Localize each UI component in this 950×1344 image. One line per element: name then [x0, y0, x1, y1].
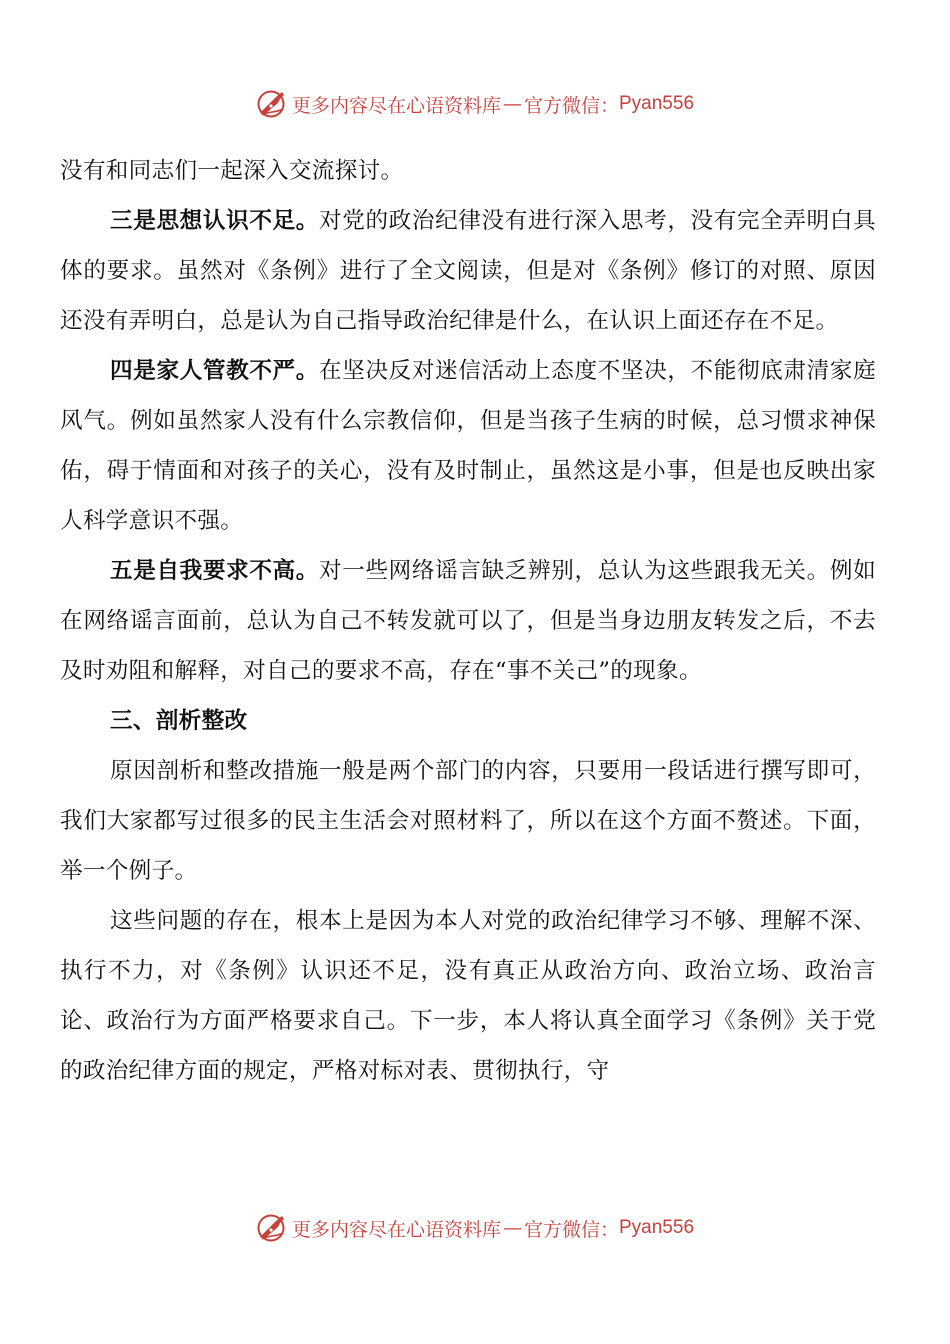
footer-wechat-label: 官方微信： [523, 1218, 619, 1241]
paragraph-3-lead: 四是家人管教不严。 [110, 358, 319, 384]
paragraph-4-text: 对一些网络谣言缺乏辨别，总认为这些跟我无关。例如在网络谣言面前，总认为自己不转发就可以了，但是当身边朋友转发之后，不去及时劝阻和解释，对自己的要求不高，存在“事不关己”的现象。 [60, 558, 876, 684]
paragraph-3-text: 在坚决反对迷信活动上态度不坚决，不能彻底肃清家庭风气。例如虽然家人没有什么宗教信仰，但是当孩子生病的时候，总习惯求神保佑，碍于情面和对孩子的关心，没有及时制止，虽然这是小事，但是也反映出家人科学意识不强。 [60, 358, 876, 534]
paragraph-2-lead: 三是思想认识不足。 [110, 208, 319, 234]
paragraph-4 [60, 546, 876, 696]
header-wechat-label: 官方微信： [523, 94, 619, 117]
pen-nib-logo-icon [256, 1213, 286, 1243]
paragraph-1: 没有和同志们一起深入交流探讨。 [60, 158, 404, 184]
paragraph-6: 这些问题的存在，根本上是因为本人对党的政治纪律学习不够、理解不深、执行不力，对《条例》认识还不足，没有真正从政治方向、政治立场、政治言论、政治行为方面严格要求自己。下一步，本人将认真全面学习《条例》关于党的政治纪律方面的规定，严格对标对表、贯彻执行，守 [60, 908, 876, 1084]
document-body [60, 146, 876, 1096]
paragraph-3 [60, 346, 876, 546]
header-brand: 更多内容尽在心语资料库 [291, 94, 501, 117]
section-heading: 三、剖析整改 [110, 708, 248, 734]
header-banner [0, 84, 950, 124]
footer-banner [0, 1208, 950, 1248]
footer-wechat-id: Pyan556 [619, 1217, 695, 1238]
header-separator: — [502, 93, 522, 115]
footer-separator: — [502, 1217, 522, 1239]
paragraph-4-lead: 五是自我要求不高。 [110, 558, 319, 584]
pen-nib-logo-icon [256, 89, 286, 119]
paragraph-2-text: 对党的政治纪律没有进行深入思考，没有完全弄明白具体的要求。虽然对《条例》进行了全文阅读，但是对《条例》修订的对照、原因还没有弄明白，总是认为自己指导政治纪律是什么，在认识上面还存在不足。 [60, 208, 876, 334]
paragraph-2 [60, 196, 876, 346]
header-wechat-id: Pyan556 [619, 93, 695, 114]
footer-brand: 更多内容尽在心语资料库 [291, 1218, 501, 1241]
paragraph-5: 原因剖析和整改措施一般是两个部门的内容，只要用一段话进行撰写即可，我们大家都写过很多的民主生活会对照材料了，所以在这个方面不赘述。下面，举一个例子。 [60, 758, 876, 884]
